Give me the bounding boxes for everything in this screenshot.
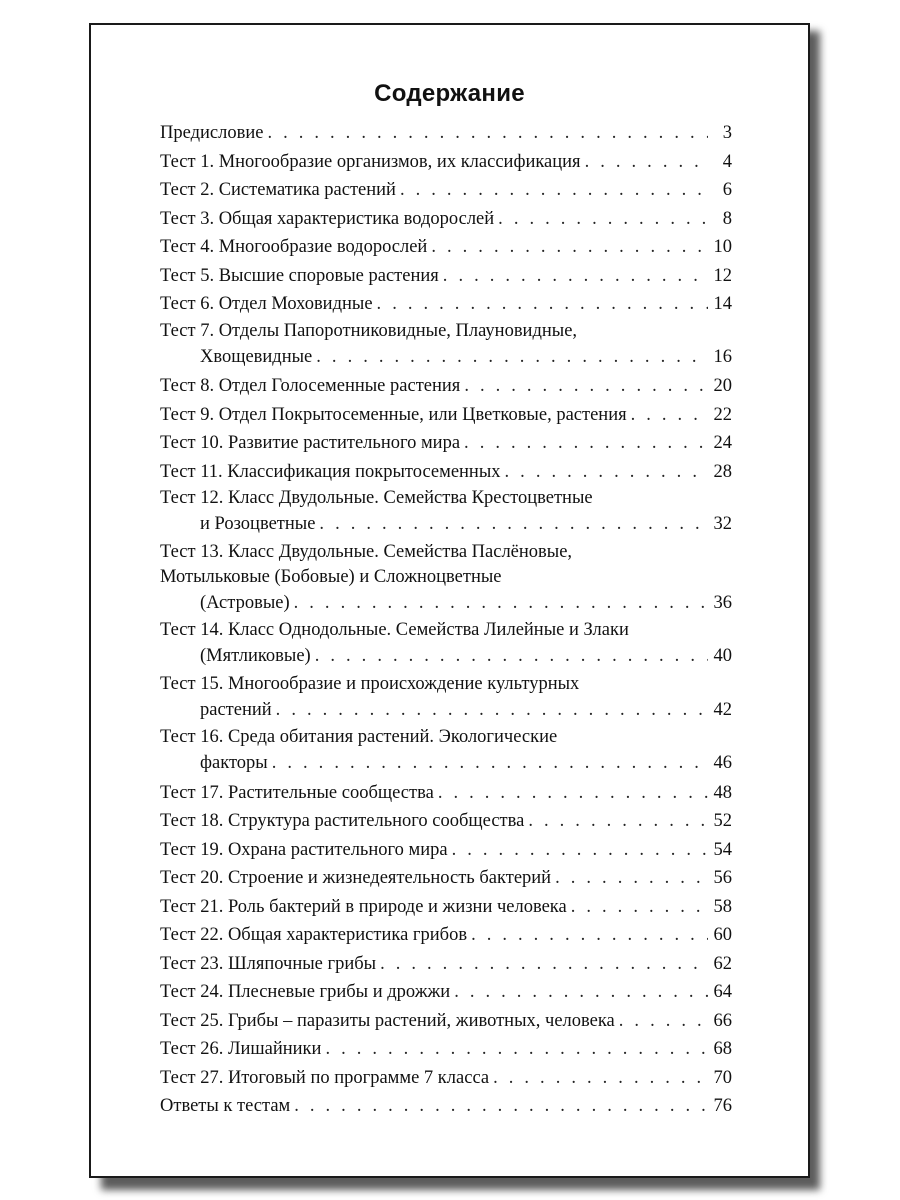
toc-page-number: 8: [722, 208, 732, 229]
toc-entry-title: Тест 3. Общая характеристика водорослей: [160, 208, 495, 229]
toc-entry: [160, 950, 732, 979]
toc-entry-line: Тест 7. Отделы Папоротниковидные, Плауновидные,: [160, 320, 578, 341]
toc-page-number: 56: [713, 868, 732, 888]
dot-leader: [431, 233, 708, 262]
toc-entry: [160, 290, 732, 319]
toc-entry-row: [160, 590, 732, 616]
toc-entry: [160, 725, 732, 779]
toc-entry-row: [160, 344, 732, 370]
toc-entry-row: [160, 458, 732, 487]
toc-entry-row: [160, 893, 732, 922]
toc-entry-title: Тест 10. Развитие растительного мира: [160, 433, 461, 453]
toc-entry-title: Тест 27. Итоговый по программе 7 класса: [160, 1067, 490, 1088]
toc-entry-row: [160, 921, 732, 950]
page-title: Содержание: [374, 80, 525, 107]
toc-entry-title: Тест 20. Строение и жизнедеятельность бактерий: [160, 868, 552, 888]
toc-page-number: 66: [713, 1010, 732, 1031]
toc-page-number: 46: [713, 753, 732, 773]
toc-page-number: 68: [713, 1039, 732, 1059]
dot-leader: [493, 1064, 708, 1093]
toc-entry: [160, 148, 732, 177]
toc-entry-row: [160, 401, 732, 430]
toc-page-number: 20: [713, 376, 732, 396]
toc-entry-title: Предисловие: [160, 123, 264, 143]
toc-entry-row: [160, 1035, 732, 1064]
toc-page-number: 28: [713, 461, 732, 482]
dot-leader: [316, 344, 708, 370]
toc-entry-row: [160, 836, 732, 865]
toc-entry-title: Тест 2. Систематика растений: [160, 180, 396, 200]
dot-leader: [294, 1092, 708, 1121]
toc-entry-title: Хвощевидные: [200, 346, 313, 367]
toc-entry: [160, 319, 732, 373]
toc-entry-row: [160, 1007, 732, 1036]
dot-leader: [319, 511, 708, 537]
toc-entry: [160, 458, 732, 487]
toc-entry: [160, 1064, 732, 1093]
dot-leader: [464, 429, 708, 458]
toc-page-number: 48: [713, 782, 732, 803]
toc-entry-row: [160, 176, 732, 205]
toc-entry-title: Тест 26. Лишайники: [160, 1039, 322, 1059]
table-of-contents: [160, 119, 732, 1121]
toc-entry: [160, 836, 732, 865]
toc-page-number: 40: [713, 646, 732, 666]
toc-entry-row: [160, 750, 732, 776]
toc-page-number: 24: [713, 433, 732, 453]
toc-page-number: 16: [713, 346, 732, 367]
toc-entry: [160, 176, 732, 205]
dot-leader: [631, 401, 708, 430]
toc-page-number: 64: [713, 982, 732, 1002]
toc-entry: [160, 893, 732, 922]
toc-entry-row: [160, 148, 732, 177]
toc-entry-line: Тест 14. Класс Однодольные. Семейства Лилейные и Злаки: [160, 620, 629, 640]
toc-entry-line: Тест 15. Многообразие и происхождение культурных: [160, 673, 580, 694]
toc-entry-row: [160, 864, 732, 893]
toc-page-number: 58: [713, 896, 732, 917]
toc-entry: [160, 401, 732, 430]
toc-entry-title: Тест 21. Роль бактерий в природе и жизни человека: [160, 896, 567, 917]
dot-leader: [471, 921, 708, 950]
toc-entry-row: [160, 372, 732, 401]
dot-leader: [571, 893, 708, 922]
toc-entry: [160, 486, 732, 540]
toc-page-number: 14: [713, 294, 732, 314]
toc-entry-title: Тест 9. Отдел Покрытосеменные, или Цветковые, растения: [160, 404, 627, 425]
toc-entry-row: [160, 978, 732, 1007]
dot-leader: [380, 950, 708, 979]
dot-leader: [443, 262, 708, 291]
toc-entry-row: [160, 119, 732, 148]
dot-leader: [272, 750, 708, 776]
toc-entry: [160, 779, 732, 808]
toc-entry-row: [160, 290, 732, 319]
dot-leader: [505, 458, 708, 487]
toc-page-number: 4: [722, 151, 732, 172]
toc-entry-line: Мотыльковые (Бобовые) и Сложноцветные: [160, 566, 502, 587]
book-page: [89, 23, 810, 1178]
toc-entry-row: [160, 1092, 732, 1121]
toc-entry-title: (Астровые): [200, 592, 290, 613]
dot-leader: [315, 643, 708, 669]
toc-page-number: 60: [713, 925, 732, 945]
toc-entry-title: Тест 18. Структура растительного сообщества: [160, 811, 525, 831]
toc-entry-row: [160, 429, 732, 458]
toc-page-number: 54: [713, 839, 732, 860]
toc-entry-title: Тест 1. Многообразие организмов, их классификация: [160, 151, 581, 172]
toc-entry-title: Тест 6. Отдел Моховидные: [160, 294, 373, 314]
toc-entry-line: Тест 13. Класс Двудольные. Семейства Паслёновые,: [160, 541, 573, 562]
toc-page-number: 6: [722, 180, 732, 200]
toc-entry-row: [160, 779, 732, 808]
dot-leader: [452, 836, 708, 865]
toc-entry-row: [160, 1064, 732, 1093]
toc-entry-title: и Розоцветные: [200, 514, 316, 534]
toc-entry: [160, 978, 732, 1007]
toc-entry-row: [160, 262, 732, 291]
toc-entry-row: [160, 950, 732, 979]
dot-leader: [438, 779, 708, 808]
toc-entry-line: Тест 16. Среда обитания растений. Экологические: [160, 727, 558, 747]
toc-entry: [160, 921, 732, 950]
toc-page-number: 32: [713, 514, 732, 534]
toc-entry: [160, 429, 732, 458]
toc-entry: [160, 1007, 732, 1036]
dot-leader: [377, 290, 708, 319]
dot-leader: [267, 119, 708, 148]
toc-entry-row: [160, 697, 732, 723]
dot-leader: [498, 205, 708, 234]
dot-leader: [325, 1035, 708, 1064]
toc-entry: [160, 119, 732, 148]
toc-entry: [160, 233, 732, 262]
toc-entry-title: Тест 4. Многообразие водорослей: [160, 237, 428, 257]
dot-leader: [555, 864, 708, 893]
toc-entry-title: Тест 23. Шляпочные грибы: [160, 953, 377, 974]
toc-entry: [160, 540, 732, 619]
dot-leader: [276, 697, 708, 723]
toc-page-number: 22: [713, 404, 732, 425]
dot-leader: [585, 148, 708, 177]
toc-page-number: 70: [713, 1067, 732, 1088]
toc-entry: [160, 672, 732, 726]
toc-entry-title: Тест 8. Отдел Голосеменные растения: [160, 376, 461, 396]
toc-page-number: 10: [713, 237, 732, 257]
dot-leader: [619, 1007, 708, 1036]
toc-page-number: 76: [713, 1096, 732, 1116]
toc-entry-title: Тест 22. Общая характеристика грибов: [160, 925, 468, 945]
toc-entry-row: [160, 511, 732, 537]
toc-page-number: 36: [713, 592, 732, 613]
toc-entry-line: Тест 12. Класс Двудольные. Семейства Крестоцветные: [160, 488, 593, 508]
toc-entry: [160, 205, 732, 234]
toc-entry: [160, 1092, 732, 1121]
toc-entry-title: Тест 19. Охрана растительного мира: [160, 839, 448, 860]
toc-entry-title: факторы: [200, 753, 268, 773]
dot-leader: [400, 176, 708, 205]
toc-entry-title: Тест 24. Плесневые грибы и дрожжи: [160, 982, 451, 1002]
toc-entry-row: [160, 233, 732, 262]
dot-leader: [464, 372, 708, 401]
dot-leader: [528, 807, 708, 836]
toc-page-number: 42: [713, 699, 732, 720]
toc-entry-title: Тест 5. Высшие споровые растения: [160, 265, 439, 286]
toc-entry: [160, 372, 732, 401]
toc-entry-title: (Мятликовые): [200, 646, 311, 666]
dot-leader: [294, 590, 708, 616]
toc-entry: [160, 1035, 732, 1064]
toc-entry-title: Тест 17. Растительные сообщества: [160, 782, 434, 803]
toc-entry-title: Ответы к тестам: [160, 1096, 291, 1116]
toc-entry: [160, 807, 732, 836]
toc-page-number: 3: [722, 123, 732, 143]
toc-entry-title: Тест 11. Классификация покрытосеменных: [160, 461, 501, 482]
toc-page-number: 52: [713, 811, 732, 831]
toc-entry-row: [160, 643, 732, 669]
toc-entry-title: Тест 25. Грибы – паразиты растений, животных, человека: [160, 1010, 615, 1031]
toc-entry: [160, 864, 732, 893]
toc-entry: [160, 618, 732, 672]
toc-page-number: 62: [713, 953, 732, 974]
toc-entry-title: растений: [200, 699, 272, 720]
toc-entry-row: [160, 205, 732, 234]
toc-entry: [160, 262, 732, 291]
toc-entry-row: [160, 807, 732, 836]
toc-page-number: 12: [713, 265, 732, 286]
dot-leader: [454, 978, 708, 1007]
